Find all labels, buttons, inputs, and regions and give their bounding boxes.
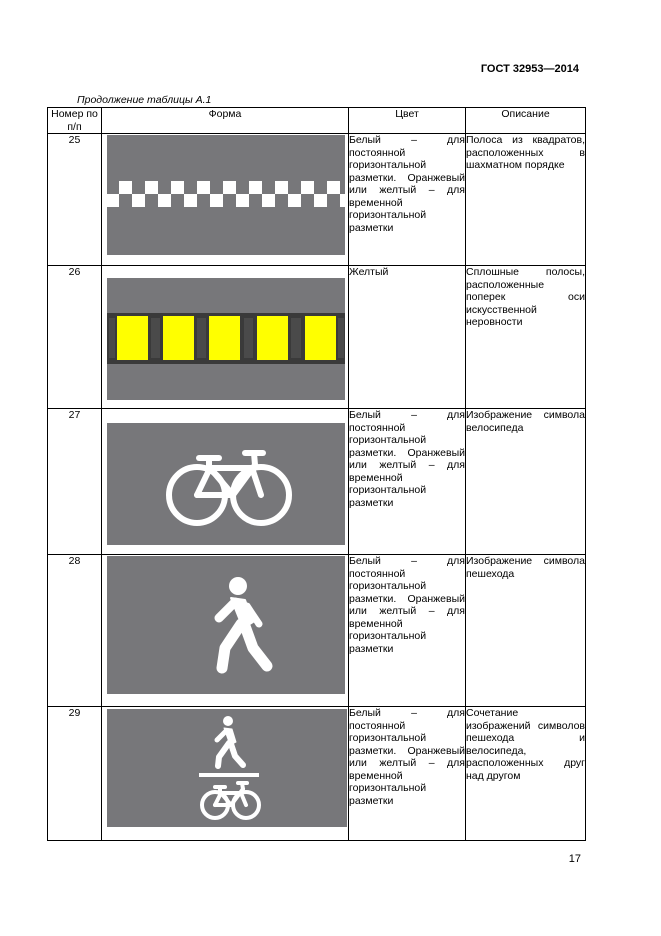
shape-cell	[102, 555, 349, 707]
table-header-row	[48, 108, 586, 134]
description-cell: Полоса из квадратов, расположенных в шахматном порядке	[466, 134, 586, 266]
shape-cell	[102, 266, 349, 409]
row-number: 27	[48, 409, 102, 555]
yellow-stripes-icon	[107, 278, 345, 400]
column-header-color: Цвет	[349, 108, 466, 134]
table-row	[48, 555, 586, 707]
row-number: 29	[48, 707, 102, 841]
table-row	[48, 266, 586, 409]
table-row	[48, 707, 586, 841]
column-header-shape: Форма	[102, 108, 349, 134]
color-cell: Желтый	[349, 266, 466, 409]
standard-number: ГОСТ 32953—2014	[480, 63, 579, 75]
row-number: 26	[48, 266, 102, 409]
page-number: 17	[568, 853, 581, 865]
description-cell: Изображение символа велосипеда	[466, 409, 586, 555]
description-cell: Изображение символа пешехода	[466, 555, 586, 707]
marking-table	[47, 107, 586, 841]
table-caption: Продолжение таблицы А.1	[77, 94, 212, 106]
column-header-number: Номер по п/п	[48, 108, 102, 134]
color-cell: Белый – для постоянной горизонтальной разметки. Оранжевый или желтый – для временной горизонтальной разметки	[349, 134, 466, 266]
pedestrian-icon	[107, 556, 345, 694]
shape-cell	[102, 409, 349, 555]
color-cell: Белый – для постоянной горизонтальной разметки. Оранжевый или желтый – для временной горизонтальной разметки	[349, 555, 466, 707]
table-row	[48, 409, 586, 555]
bicycle-icon	[107, 423, 345, 545]
pedestrian-over-bicycle-icon	[107, 709, 347, 827]
description-cell: Сплошные полосы, расположенные поперек оси искусственной неровности	[466, 266, 586, 409]
shape-cell	[102, 134, 349, 266]
row-number: 28	[48, 555, 102, 707]
shape-cell	[102, 707, 349, 841]
checkered-band-icon	[107, 135, 345, 255]
color-cell: Белый – для постоянной горизонтальной разметки. Оранжевый или желтый – для временной горизонтальной разметки	[349, 707, 466, 841]
column-header-description: Описание	[466, 108, 586, 134]
color-cell: Белый – для постоянной горизонтальной разметки. Оранжевый или желтый – для временной горизонтальной разметки	[349, 409, 466, 555]
table-row	[48, 134, 586, 266]
description-cell: Сочетание изображений символов пешехода и велосипеда, расположенных друг над другом	[466, 707, 586, 841]
row-number: 25	[48, 134, 102, 266]
